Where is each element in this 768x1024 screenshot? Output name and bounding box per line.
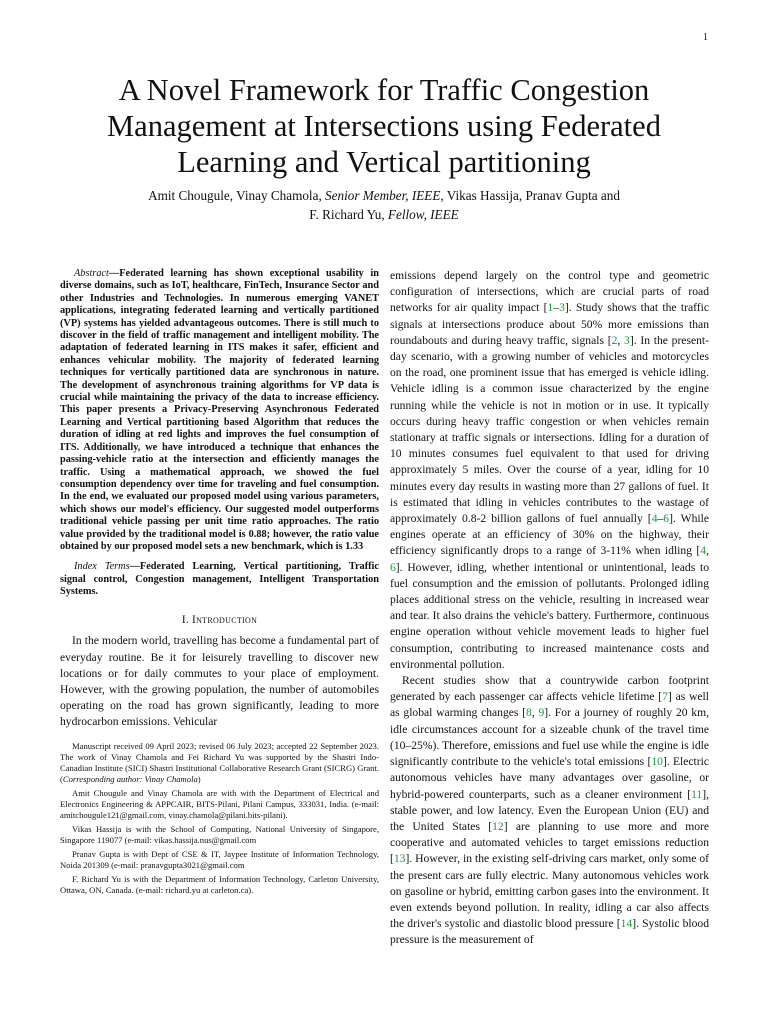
text-run: , xyxy=(531,706,539,720)
citation-link[interactable]: 9 xyxy=(538,706,545,720)
text-run: ] as well as global warming changes [ xyxy=(390,690,709,720)
section-heading-introduction: I. Introduction xyxy=(181,613,258,626)
citation-link[interactable]: 14 xyxy=(620,917,633,931)
body-paragraph-1 xyxy=(390,268,709,673)
footnote-affiliation-3: Pranav Gupta is with Dept of CSE & IT, Jaypee Institute of Information Technology, Noida 201309 (e-mail: pranavgupta3021@gmail.com xyxy=(60,848,379,870)
citation-link[interactable]: 4 xyxy=(700,544,707,558)
text-run: ] are planning to use more and more cooperative and automated vehicles to target emissions reduction [ xyxy=(390,819,710,866)
citation-link[interactable]: 13 xyxy=(393,852,406,866)
citation-link[interactable]: 6 xyxy=(663,512,670,526)
author-role-senior: Senior Member, IEEE xyxy=(325,188,441,203)
left-column xyxy=(60,268,379,899)
authors-part2: , Vikas Hassija, Pranav Gupta and xyxy=(440,188,620,203)
footnotes xyxy=(60,741,379,896)
text-run: Recent studies show that a countrywide carbon footprint generated by each passenger car affects vehicle lifetime [ xyxy=(390,674,709,704)
citation-link[interactable]: 1 xyxy=(547,301,554,315)
citation-link[interactable]: 2 xyxy=(611,333,618,347)
citation-link[interactable]: 7 xyxy=(662,690,668,704)
citation-link[interactable]: 12 xyxy=(492,819,504,833)
right-column xyxy=(390,268,709,949)
authors-part3: F. Richard Yu, xyxy=(309,207,388,222)
intro-paragraph: In the modern world, travelling has become a fundamental part of everyday routine. Be it for leisurely travelling to discover new locations or for daily commutes to your place of employment. However, with the growing population, the number of automobiles operating on the road has grown significantly, leading to more hydrocarbon emissions. Vehicular xyxy=(60,634,379,729)
text-run: , xyxy=(617,333,625,347)
text-run: ]. While engines operate at an efficiency of 30% on the highway, their efficiency significantly drops to a range of 3-11% when idling [ xyxy=(390,512,710,558)
text-run: ]. Systolic blood pressure is the measurement of xyxy=(390,917,710,947)
abstract-label: Abstract xyxy=(74,268,109,279)
text-run: ]. However, idling, whether intentional or unintentional, leads to fuel consumption and the emission of pollutants. Prolonged idling places additional stress on the vehicle, resulting in increased wear and tear. It also drains the vehicle's battery. Furthermore, continuous engine operation without vehicle movement leads to higher fuel consumption, contributing to increased maintenance costs and environmental pollution. xyxy=(390,560,709,671)
author-list xyxy=(60,186,708,224)
citation-link[interactable]: 3 xyxy=(624,333,630,347)
footnote-corresponding: Corresponding author: Vinay Chamola xyxy=(62,773,198,784)
citation-link[interactable]: 8 xyxy=(526,706,532,720)
abstract xyxy=(60,268,379,553)
footnote-affiliation-1: Amit Chougule and Vinay Chamola are with with the Department of Electrical and Electronics Engineering & APPCAIR, BITS-Pilani, Pilani Campus, 333031, India. (e-mail: amitchougule121@gmail.com, vinay.chamola@pilani.bits-pilani). xyxy=(60,787,379,820)
page-number: 1 xyxy=(703,32,708,43)
text-run: ], stable power, and low latency. Even the European Union (EU) and the United States [ xyxy=(390,787,709,833)
authors-part1: Amit Chougule, Vinay Chamola, xyxy=(148,188,326,203)
text-run: – xyxy=(657,512,664,526)
abstract-text: —Federated learning has shown exceptional usability in diverse domains, such as IoT, healthcare, FinTech, Insurance Sector and other Industries and Technologies. In numerous emerging VANET applications, integrating federated learning and vertically partitioned (VP) systems has yielded advantageous outcomes. There is still much to discover in the field of traffic management and intelligent mobility. The adaptation of federated learning in ITS makes it safer, efficient and enhances vehicular mobility. The majority of federated learning techniques for vertically partitioned data are synchronous in nature. The development of asynchronous training algorithms for VP data is crucial while maintaining the privacy of the data to increase efficiency. This paper presents a Privacy-Preserving Asynchronous Federated Learning and Vertical partitioning based Algorithm that reduces the duration of idling at red lights and improves the fuel consumption of ITS. Additionally, we have introduced a technique that enhances the passing-vehicle ratio at the intersection and efficiently manages the traffic. Using a mathematical approach, we showed the fuel consumption dependency over time for traveling and fuel consumption. In the end, we evaluated our proposed model using various parameters, which shows our model's efficiency. Our suggested model outperforms traditional vehicle passing per unit time ratio approaches. The ratio value provided by the traditional model is 0.88; however, the ratio value obtained by our proposed model sets a new benchmark, which is 1.33 xyxy=(60,268,379,552)
footnote-affiliation-2: Vikas Hassija is with the School of Computing, National University of Singapore, Singapore 119077 (e-mail: vikas.hassija.nus@gmail.com xyxy=(60,823,379,845)
citation-link[interactable]: 10 xyxy=(651,755,663,769)
text-run: ]. However, in the existing self-driving cars market, only some of the present cars are fully electric. Many autonomous vehicles work on gasoline or hybrid, emitting carbon gases into the environment. It even extends beyond pollution. In reality, idling a car also affects the driver's systolic and diastolic blood pressure [ xyxy=(390,852,709,931)
body-paragraph-2 xyxy=(390,673,709,948)
index-terms-text: —Federated Learning, Vertical partitioning, Traffic signal control, Congestion management, Intelligent Transportation Systems. xyxy=(60,561,379,598)
footnote-affiliation-4: F. Richard Yu is with the Department of Information Technology, Carleton University, Ottawa, ON, Canada. (e-mail: richard.yu at carleton.ca). xyxy=(60,873,379,895)
text-run: ]. Study shows that the traffic signals at intersections produce about 50% more emissions than roundabouts and during heavy traffic, signals [ xyxy=(390,301,709,347)
text-run: ]. For a journey of roughly 20 km, idle circumstances account for a sizeable chunk of the travel time (10–25%). Therefore, emissions and fuel use while the engine is idle significantly contribute to the vehicle's total emissions [ xyxy=(390,706,709,769)
footnote-manuscript xyxy=(60,741,379,785)
text-run: ]. In the present-day scenario, with a growing number of vehicles and motorcycles on the road, one prominent issue that has emerged is vehicle idling. Vehicle idling is a common issue characterized by the engine running while the vehicle is not in motion or in use. It typically occurs during heavy traffic congestion or when vehicles remain stationary at traffic signals or intersections. Idling for a duration of 10 minutes consumes fuel equivalent to that used for driving approximately 5 miles. Over the course of a year, idling for 10 minutes every day results in wasting more than 27 gallons of fuel. It is estimated that idling in vehicles contributes to the wastage of approximately 0.8-2 billion gallons of fuel annually [ xyxy=(390,333,709,526)
text-run: ]. Electric autonomous vehicles have many advantages over gasoline, or hybrid-powered counterparts, such as a cleaner environment [ xyxy=(390,755,709,801)
text-run: , xyxy=(706,544,709,558)
citation-link[interactable]: 11 xyxy=(691,787,703,801)
author-role-fellow: Fellow, IEEE xyxy=(387,207,459,222)
citation-link[interactable]: 4 xyxy=(651,512,658,526)
citation-link[interactable]: 6 xyxy=(390,560,396,574)
citation-link[interactable]: 3 xyxy=(559,301,565,315)
index-terms xyxy=(60,561,379,598)
text-run: emissions depend largely on the control type and geometric configuration of intersections, which are crucial parts of road networks for air quality impact [ xyxy=(390,269,709,315)
footnote-manuscript-text: Manuscript received 09 April 2023; revised 06 July 2023; accepted 22 September 2023. The work of Vinay Chamola and Fei Richard Yu was supported by the Shastri Indo-Canadian Institute (SICI) Shastri Institutional Collaborative Research Grant (SICRG) Grant. ( xyxy=(60,740,379,784)
text-run: – xyxy=(553,301,560,315)
paper-title: A Novel Framework for Traffic Congestion Management at Intersections using Federated Learning and Vertical partitioning xyxy=(107,73,661,179)
footnote-close: ) xyxy=(197,773,201,784)
index-terms-label: Index Terms xyxy=(74,561,130,573)
